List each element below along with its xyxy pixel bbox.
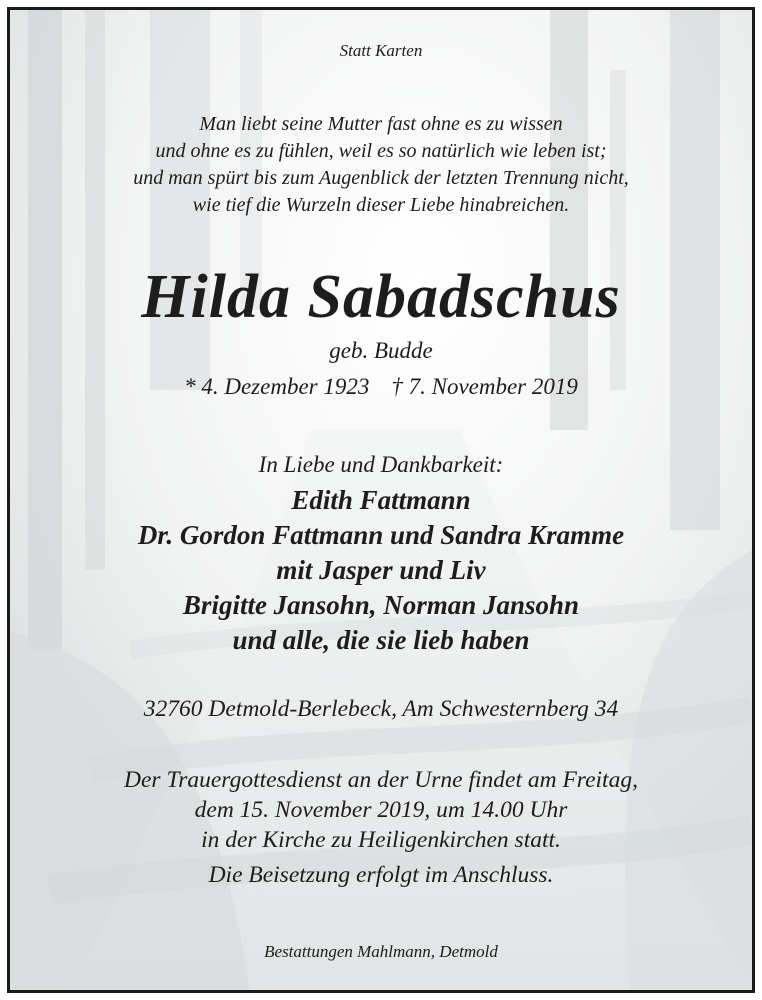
service-line: dem 15. November 2019, um 14.00 Uhr	[194, 797, 568, 823]
maiden-name: geb. Budde	[329, 338, 433, 363]
obituary-content	[10, 10, 752, 990]
obituary-card	[7, 7, 755, 993]
family-address: 32760 Detmold-Berlebeck, Am Schwesternberg 34	[143, 696, 619, 722]
service-line: Der Trauergottesdienst an der Urne findet am Freitag,	[124, 767, 638, 793]
quote-line: wie tief die Wurzeln dieser Liebe hinabreichen.	[192, 194, 570, 216]
quote-line: Man liebt seine Mutter fast ohne es zu wissen	[199, 113, 563, 135]
life-dates	[10, 374, 752, 400]
mourner-line: Dr. Gordon Fattmann und Sandra Kramme	[137, 520, 625, 550]
mourners-intro: In Liebe und Dankbarkeit:	[258, 452, 504, 477]
quote-line: und man spürt bis zum Augenblick der letzten Trennung nicht,	[133, 167, 629, 189]
death-date: † 7. November 2019	[391, 374, 578, 399]
mourner-line: mit Jasper und Liv	[276, 555, 486, 585]
mourner-line: und alle, die sie lieb haben	[232, 625, 530, 655]
deceased-name: Hilda Sabadschus	[141, 263, 621, 331]
undertaker: Bestattungen Mahlmann, Detmold	[264, 942, 498, 961]
statt-karten: Statt Karten	[339, 41, 423, 60]
service-line: in der Kirche zu Heiligenkirchen statt.	[201, 827, 561, 853]
burial-note: Die Beisetzung erfolgt im Anschluss.	[208, 862, 554, 888]
quote-line: und ohne es zu fühlen, weil es so natürlich wie leben ist;	[155, 140, 607, 162]
mourner-line: Brigitte Jansohn, Norman Jansohn	[182, 590, 580, 620]
mourner-line: Edith Fattmann	[291, 485, 471, 515]
birth-date: * 4. Dezember 1923	[184, 374, 370, 399]
